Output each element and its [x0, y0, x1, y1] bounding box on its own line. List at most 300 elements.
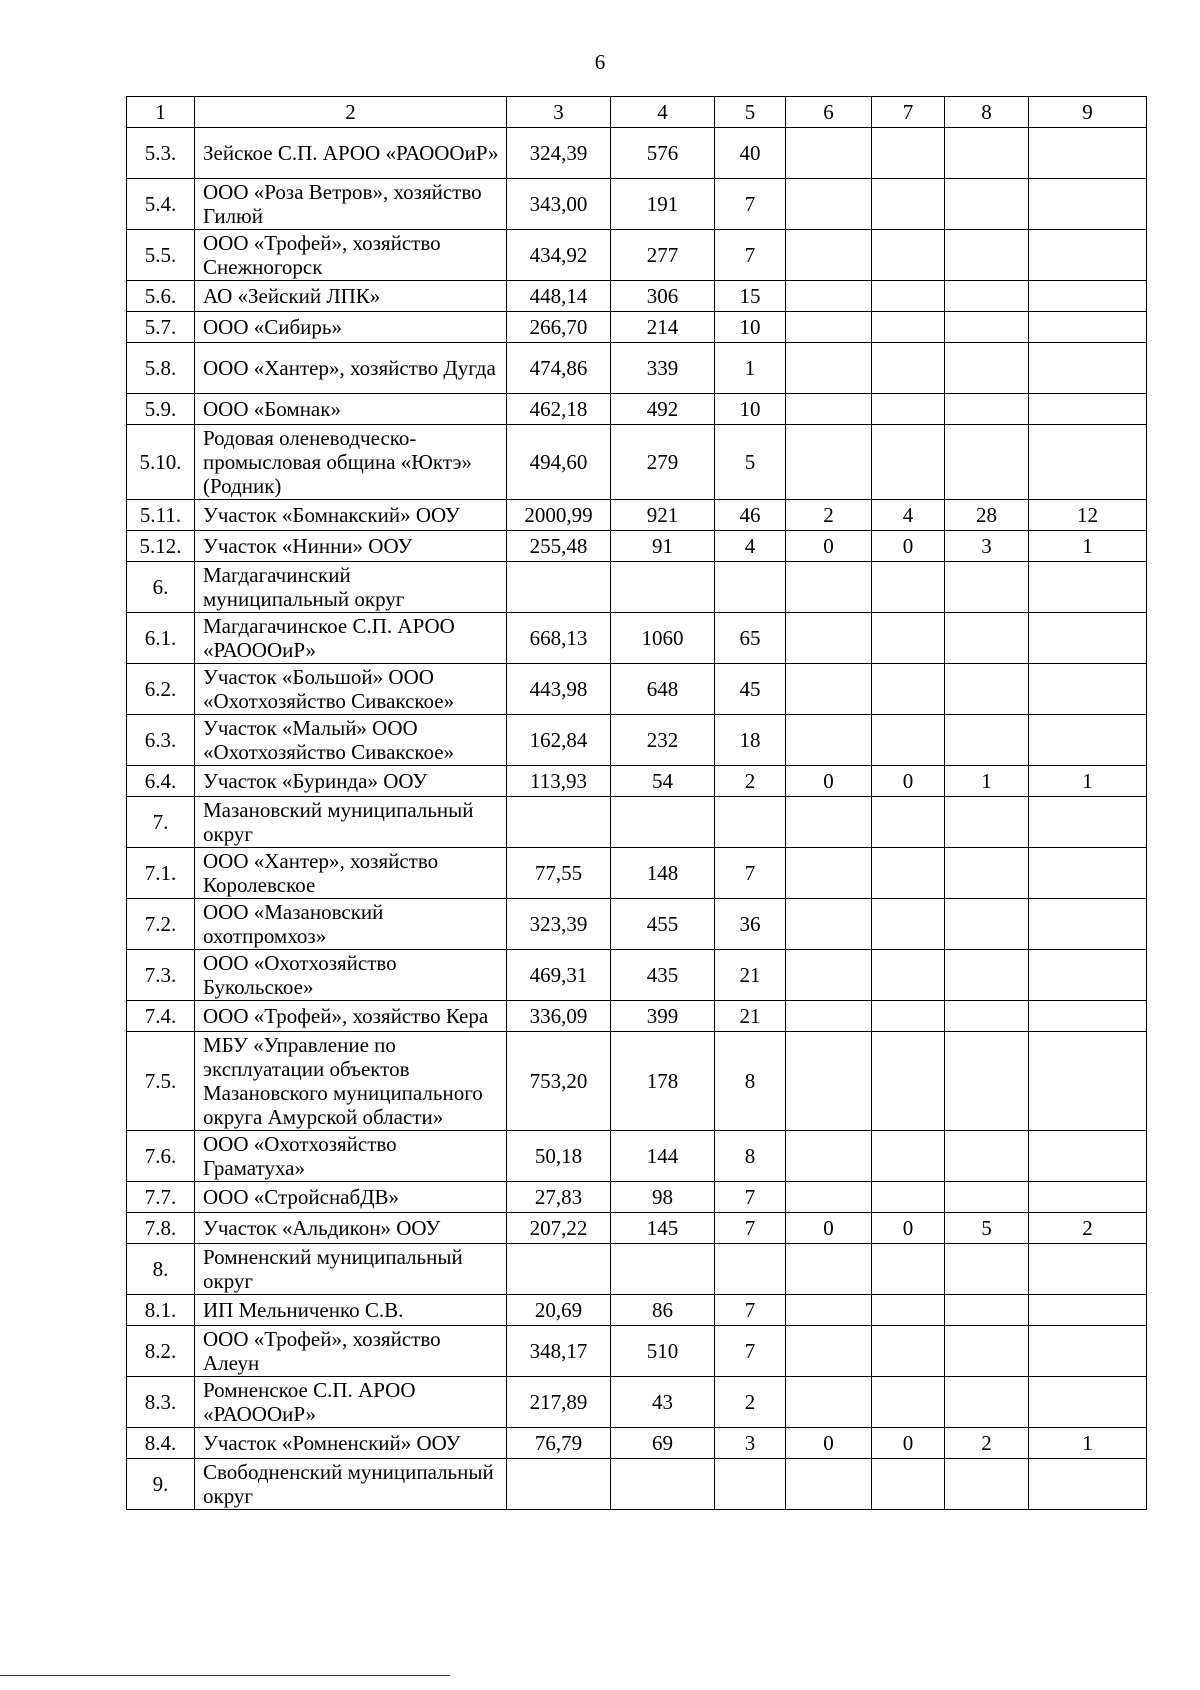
row-number-cell: 8.2. — [127, 1326, 195, 1377]
col8-cell: 3 — [945, 531, 1029, 562]
col7-cell — [872, 1001, 945, 1032]
organization-name-cell: МБУ «Управление по эксплуатации объектов Мазановского муниципального округа Амурской области» — [195, 1032, 507, 1131]
area-cell — [507, 1459, 611, 1510]
count-cell: 69 — [611, 1428, 715, 1459]
area-cell: 494,60 — [507, 425, 611, 500]
col6-cell — [786, 1459, 872, 1510]
count-cell: 1060 — [611, 613, 715, 664]
col9-cell: 12 — [1029, 500, 1147, 531]
col6-cell — [786, 613, 872, 664]
col9-cell — [1029, 312, 1147, 343]
scan-edge-line — [0, 1675, 450, 1676]
organization-name-cell: ООО «СтройснабДВ» — [195, 1182, 507, 1213]
table-row — [127, 950, 1147, 1001]
table-row — [127, 613, 1147, 664]
area-cell: 217,89 — [507, 1377, 611, 1428]
table-row — [127, 1244, 1147, 1295]
col7-cell: 4 — [872, 500, 945, 531]
col8-cell — [945, 312, 1029, 343]
col6-cell: 2 — [786, 500, 872, 531]
organization-name-cell: ООО «Хантер», хозяйство Дугда — [195, 343, 507, 394]
col8-cell: 5 — [945, 1213, 1029, 1244]
col9-cell — [1029, 1032, 1147, 1131]
area-cell: 448,14 — [507, 281, 611, 312]
col7-cell — [872, 312, 945, 343]
table-row — [127, 715, 1147, 766]
col7-cell — [872, 797, 945, 848]
col9-cell — [1029, 664, 1147, 715]
organization-name-cell: Участок «Бомнакский» ООУ — [195, 500, 507, 531]
area-cell: 336,09 — [507, 1001, 611, 1032]
area-cell: 469,31 — [507, 950, 611, 1001]
count-cell: 86 — [611, 1295, 715, 1326]
area-cell: 266,70 — [507, 312, 611, 343]
col7-cell — [872, 562, 945, 613]
col8-cell — [945, 230, 1029, 281]
count-cell: 510 — [611, 1326, 715, 1377]
row-number-cell: 5.7. — [127, 312, 195, 343]
organization-name-cell: ООО «Бомнак» — [195, 394, 507, 425]
col8-cell — [945, 715, 1029, 766]
count-cell: 306 — [611, 281, 715, 312]
col6-cell: 0 — [786, 1213, 872, 1244]
quota-cell: 7 — [715, 1213, 786, 1244]
col8-cell — [945, 281, 1029, 312]
count-cell: 492 — [611, 394, 715, 425]
col9-cell: 2 — [1029, 1213, 1147, 1244]
table-row — [127, 230, 1147, 281]
quota-cell: 15 — [715, 281, 786, 312]
col8-cell — [945, 1377, 1029, 1428]
area-cell: 462,18 — [507, 394, 611, 425]
col6-cell — [786, 1182, 872, 1213]
row-number-cell: 5.6. — [127, 281, 195, 312]
col6-cell — [786, 312, 872, 343]
count-cell: 98 — [611, 1182, 715, 1213]
count-cell: 54 — [611, 766, 715, 797]
col9-cell — [1029, 950, 1147, 1001]
organization-name-cell: ООО «Роза Ветров», хозяйство Гилюй — [195, 179, 507, 230]
col9-cell — [1029, 1377, 1147, 1428]
col6-cell — [786, 1377, 872, 1428]
count-cell: 145 — [611, 1213, 715, 1244]
quota-cell: 46 — [715, 500, 786, 531]
quota-cell: 65 — [715, 613, 786, 664]
col8-cell — [945, 1032, 1029, 1131]
row-number-cell: 5.11. — [127, 500, 195, 531]
page-number: 6 — [594, 50, 606, 74]
col7-cell — [872, 1244, 945, 1295]
table-row — [127, 281, 1147, 312]
col8-cell — [945, 562, 1029, 613]
col8-cell — [945, 1131, 1029, 1182]
col9-cell — [1029, 797, 1147, 848]
table-row — [127, 179, 1147, 230]
organization-name-cell: ООО «Сибирь» — [195, 312, 507, 343]
count-cell: 455 — [611, 899, 715, 950]
organization-name-cell: Магдагачинский муниципальный округ — [195, 562, 507, 613]
col9-cell — [1029, 128, 1147, 179]
col7-cell — [872, 1182, 945, 1213]
col8-cell — [945, 613, 1029, 664]
count-cell: 279 — [611, 425, 715, 500]
organization-name-cell: ООО «Трофей», хозяйство Алеун — [195, 1326, 507, 1377]
col6-cell — [786, 281, 872, 312]
col9-cell — [1029, 281, 1147, 312]
count-cell: 144 — [611, 1131, 715, 1182]
row-number-cell: 7.5. — [127, 1032, 195, 1131]
col8-cell — [945, 1001, 1029, 1032]
quota-cell: 3 — [715, 1428, 786, 1459]
area-cell: 255,48 — [507, 531, 611, 562]
table-row — [127, 1295, 1147, 1326]
count-cell: 277 — [611, 230, 715, 281]
area-cell: 27,83 — [507, 1182, 611, 1213]
row-number-cell: 5.4. — [127, 179, 195, 230]
row-number-cell: 5.3. — [127, 128, 195, 179]
col6-cell — [786, 664, 872, 715]
count-cell — [611, 797, 715, 848]
col8-cell — [945, 128, 1029, 179]
col7-cell — [872, 394, 945, 425]
column-header-9: 9 — [1029, 97, 1147, 128]
table-row — [127, 394, 1147, 425]
organization-name-cell: Участок «Альдикон» ООУ — [195, 1213, 507, 1244]
row-number-cell: 5.10. — [127, 425, 195, 500]
col7-cell: 0 — [872, 1213, 945, 1244]
quota-cell: 21 — [715, 950, 786, 1001]
row-number-cell: 6.4. — [127, 766, 195, 797]
organization-name-cell: Ромненское С.П. АРОО «РАОООиР» — [195, 1377, 507, 1428]
col9-cell — [1029, 343, 1147, 394]
table-row — [127, 848, 1147, 899]
col6-cell — [786, 1131, 872, 1182]
organization-name-cell: Ромненский муниципальный округ — [195, 1244, 507, 1295]
organization-name-cell: Мазановский муниципальный округ — [195, 797, 507, 848]
quota-cell: 7 — [715, 1295, 786, 1326]
organization-name-cell: Участок «Ромненский» ООУ — [195, 1428, 507, 1459]
col8-cell — [945, 848, 1029, 899]
area-cell — [507, 562, 611, 613]
col9-cell — [1029, 1131, 1147, 1182]
row-number-cell: 7.2. — [127, 899, 195, 950]
col7-cell — [872, 1326, 945, 1377]
col8-cell — [945, 1182, 1029, 1213]
quota-cell: 7 — [715, 848, 786, 899]
col8-cell: 1 — [945, 766, 1029, 797]
count-cell — [611, 1459, 715, 1510]
col6-cell: 0 — [786, 766, 872, 797]
area-cell: 668,13 — [507, 613, 611, 664]
col9-cell — [1029, 562, 1147, 613]
col7-cell — [872, 664, 945, 715]
row-number-cell: 6.1. — [127, 613, 195, 664]
table-row — [127, 128, 1147, 179]
table-row — [127, 1377, 1147, 1428]
col7-cell — [872, 950, 945, 1001]
col9-cell — [1029, 230, 1147, 281]
area-cell: 50,18 — [507, 1131, 611, 1182]
count-cell: 43 — [611, 1377, 715, 1428]
row-number-cell: 6.2. — [127, 664, 195, 715]
organization-name-cell: Магдагачинское С.П. АРОО «РАОООиР» — [195, 613, 507, 664]
organization-name-cell: ООО «Трофей», хозяйство Снежногорск — [195, 230, 507, 281]
table-row — [127, 899, 1147, 950]
col8-cell — [945, 343, 1029, 394]
area-cell: 113,93 — [507, 766, 611, 797]
col6-cell — [786, 230, 872, 281]
row-number-cell: 6.3. — [127, 715, 195, 766]
col7-cell: 0 — [872, 766, 945, 797]
col7-cell — [872, 1131, 945, 1182]
area-cell: 207,22 — [507, 1213, 611, 1244]
area-cell: 434,92 — [507, 230, 611, 281]
count-cell: 921 — [611, 500, 715, 531]
col7-cell — [872, 1295, 945, 1326]
area-cell: 323,39 — [507, 899, 611, 950]
quota-cell: 2 — [715, 1377, 786, 1428]
col9-cell — [1029, 394, 1147, 425]
col8-cell — [945, 1295, 1029, 1326]
col7-cell — [872, 848, 945, 899]
col8-cell — [945, 1244, 1029, 1295]
table-row — [127, 1326, 1147, 1377]
table-row — [127, 562, 1147, 613]
quota-cell: 7 — [715, 1182, 786, 1213]
area-cell: 162,84 — [507, 715, 611, 766]
column-number-header-row — [127, 97, 1147, 128]
col6-cell — [786, 797, 872, 848]
column-header-5: 5 — [715, 97, 786, 128]
quota-cell: 7 — [715, 230, 786, 281]
table-row — [127, 1001, 1147, 1032]
col9-cell — [1029, 899, 1147, 950]
col7-cell — [872, 128, 945, 179]
quota-cell: 36 — [715, 899, 786, 950]
col6-cell — [786, 899, 872, 950]
table-row — [127, 797, 1147, 848]
col7-cell — [872, 1377, 945, 1428]
count-cell: 648 — [611, 664, 715, 715]
col8-cell — [945, 1326, 1029, 1377]
quota-cell: 8 — [715, 1131, 786, 1182]
area-cell — [507, 797, 611, 848]
col9-cell — [1029, 1459, 1147, 1510]
col7-cell: 0 — [872, 531, 945, 562]
col7-cell — [872, 613, 945, 664]
col6-cell — [786, 425, 872, 500]
row-number-cell: 5.9. — [127, 394, 195, 425]
table-row — [127, 1182, 1147, 1213]
quota-cell: 1 — [715, 343, 786, 394]
quota-cell: 21 — [715, 1001, 786, 1032]
organization-name-cell: Зейское С.П. АРОО «РАОООиР» — [195, 128, 507, 179]
col7-cell — [872, 343, 945, 394]
col6-cell — [786, 179, 872, 230]
table-row — [127, 531, 1147, 562]
col9-cell — [1029, 1001, 1147, 1032]
count-cell: 576 — [611, 128, 715, 179]
col6-cell — [786, 1326, 872, 1377]
organization-name-cell: Участок «Буринда» ООУ — [195, 766, 507, 797]
row-number-cell: 7.8. — [127, 1213, 195, 1244]
table-row — [127, 664, 1147, 715]
col9-cell — [1029, 1182, 1147, 1213]
row-number-cell: 8. — [127, 1244, 195, 1295]
area-cell: 2000,99 — [507, 500, 611, 531]
table-row — [127, 1131, 1147, 1182]
organization-name-cell: Участок «Нинни» ООУ — [195, 531, 507, 562]
col6-cell — [786, 1032, 872, 1131]
table-row — [127, 312, 1147, 343]
column-header-2: 2 — [195, 97, 507, 128]
quota-cell: 40 — [715, 128, 786, 179]
count-cell — [611, 1244, 715, 1295]
area-cell: 20,69 — [507, 1295, 611, 1326]
col6-cell: 0 — [786, 531, 872, 562]
table-row — [127, 1213, 1147, 1244]
row-number-cell: 7.4. — [127, 1001, 195, 1032]
table-row — [127, 766, 1147, 797]
col6-cell — [786, 1295, 872, 1326]
col8-cell — [945, 950, 1029, 1001]
quota-cell — [715, 562, 786, 613]
table-row — [127, 425, 1147, 500]
col6-cell: 0 — [786, 1428, 872, 1459]
count-cell: 435 — [611, 950, 715, 1001]
row-number-cell: 5.5. — [127, 230, 195, 281]
row-number-cell: 9. — [127, 1459, 195, 1510]
count-cell — [611, 562, 715, 613]
col9-cell — [1029, 613, 1147, 664]
col6-cell — [786, 343, 872, 394]
col9-cell: 1 — [1029, 766, 1147, 797]
quota-cell: 10 — [715, 394, 786, 425]
col8-cell — [945, 425, 1029, 500]
row-number-cell: 7.3. — [127, 950, 195, 1001]
column-header-4: 4 — [611, 97, 715, 128]
area-cell: 324,39 — [507, 128, 611, 179]
col8-cell — [945, 1459, 1029, 1510]
column-header-3: 3 — [507, 97, 611, 128]
col9-cell — [1029, 1244, 1147, 1295]
col8-cell: 28 — [945, 500, 1029, 531]
organization-name-cell: Родовая оленеводческо-промысловая община «Юктэ» (Родник) — [195, 425, 507, 500]
row-number-cell: 7.7. — [127, 1182, 195, 1213]
quota-cell — [715, 1244, 786, 1295]
col6-cell — [786, 394, 872, 425]
quota-cell: 7 — [715, 179, 786, 230]
quota-cell — [715, 1459, 786, 1510]
col9-cell — [1029, 425, 1147, 500]
area-cell: 474,86 — [507, 343, 611, 394]
col7-cell — [872, 1459, 945, 1510]
col7-cell: 0 — [872, 1428, 945, 1459]
table-row — [127, 1032, 1147, 1131]
table-row — [127, 343, 1147, 394]
row-number-cell: 8.3. — [127, 1377, 195, 1428]
quota-cell: 2 — [715, 766, 786, 797]
count-cell: 148 — [611, 848, 715, 899]
row-number-cell: 6. — [127, 562, 195, 613]
col6-cell — [786, 848, 872, 899]
quota-cell: 18 — [715, 715, 786, 766]
count-cell: 399 — [611, 1001, 715, 1032]
col6-cell — [786, 715, 872, 766]
count-cell: 91 — [611, 531, 715, 562]
organization-name-cell: АО «Зейский ЛПК» — [195, 281, 507, 312]
quota-cell: 10 — [715, 312, 786, 343]
col8-cell — [945, 899, 1029, 950]
area-cell: 343,00 — [507, 179, 611, 230]
col9-cell: 1 — [1029, 1428, 1147, 1459]
organization-name-cell: ООО «Трофей», хозяйство Кера — [195, 1001, 507, 1032]
col7-cell — [872, 715, 945, 766]
row-number-cell: 8.4. — [127, 1428, 195, 1459]
row-number-cell: 7.1. — [127, 848, 195, 899]
col8-cell — [945, 394, 1029, 425]
col9-cell — [1029, 848, 1147, 899]
organization-name-cell: ООО «Охотхозяйство Букольское» — [195, 950, 507, 1001]
col9-cell — [1029, 715, 1147, 766]
column-header-1: 1 — [127, 97, 195, 128]
col8-cell — [945, 797, 1029, 848]
count-cell: 232 — [611, 715, 715, 766]
organization-name-cell: ООО «Охотхозяйство Граматуха» — [195, 1131, 507, 1182]
col6-cell — [786, 128, 872, 179]
col9-cell — [1029, 1295, 1147, 1326]
table-body — [127, 97, 1147, 1510]
table-row — [127, 1459, 1147, 1510]
row-number-cell: 5.8. — [127, 343, 195, 394]
col7-cell — [872, 179, 945, 230]
organization-name-cell: ООО «Мазановский охотпромхоз» — [195, 899, 507, 950]
row-number-cell: 7.6. — [127, 1131, 195, 1182]
count-cell: 214 — [611, 312, 715, 343]
col8-cell — [945, 664, 1029, 715]
count-cell: 339 — [611, 343, 715, 394]
area-cell: 443,98 — [507, 664, 611, 715]
col9-cell: 1 — [1029, 531, 1147, 562]
quota-cell: 8 — [715, 1032, 786, 1131]
col7-cell — [872, 425, 945, 500]
area-cell: 76,79 — [507, 1428, 611, 1459]
count-cell: 178 — [611, 1032, 715, 1131]
col8-cell — [945, 179, 1029, 230]
hunting-grounds-table — [126, 96, 1147, 1510]
area-cell: 348,17 — [507, 1326, 611, 1377]
col7-cell — [872, 281, 945, 312]
row-number-cell: 5.12. — [127, 531, 195, 562]
column-header-6: 6 — [786, 97, 872, 128]
col6-cell — [786, 1244, 872, 1295]
quota-cell — [715, 797, 786, 848]
quota-cell: 45 — [715, 664, 786, 715]
organization-name-cell: ИП Мельниченко С.В. — [195, 1295, 507, 1326]
col6-cell — [786, 562, 872, 613]
row-number-cell: 8.1. — [127, 1295, 195, 1326]
organization-name-cell: Свободненский муниципальный округ — [195, 1459, 507, 1510]
col9-cell — [1029, 179, 1147, 230]
table-row — [127, 1428, 1147, 1459]
col6-cell — [786, 1001, 872, 1032]
organization-name-cell: ООО «Хантер», хозяйство Королевское — [195, 848, 507, 899]
table-row — [127, 500, 1147, 531]
area-cell — [507, 1244, 611, 1295]
quota-cell: 5 — [715, 425, 786, 500]
area-cell: 753,20 — [507, 1032, 611, 1131]
col8-cell: 2 — [945, 1428, 1029, 1459]
